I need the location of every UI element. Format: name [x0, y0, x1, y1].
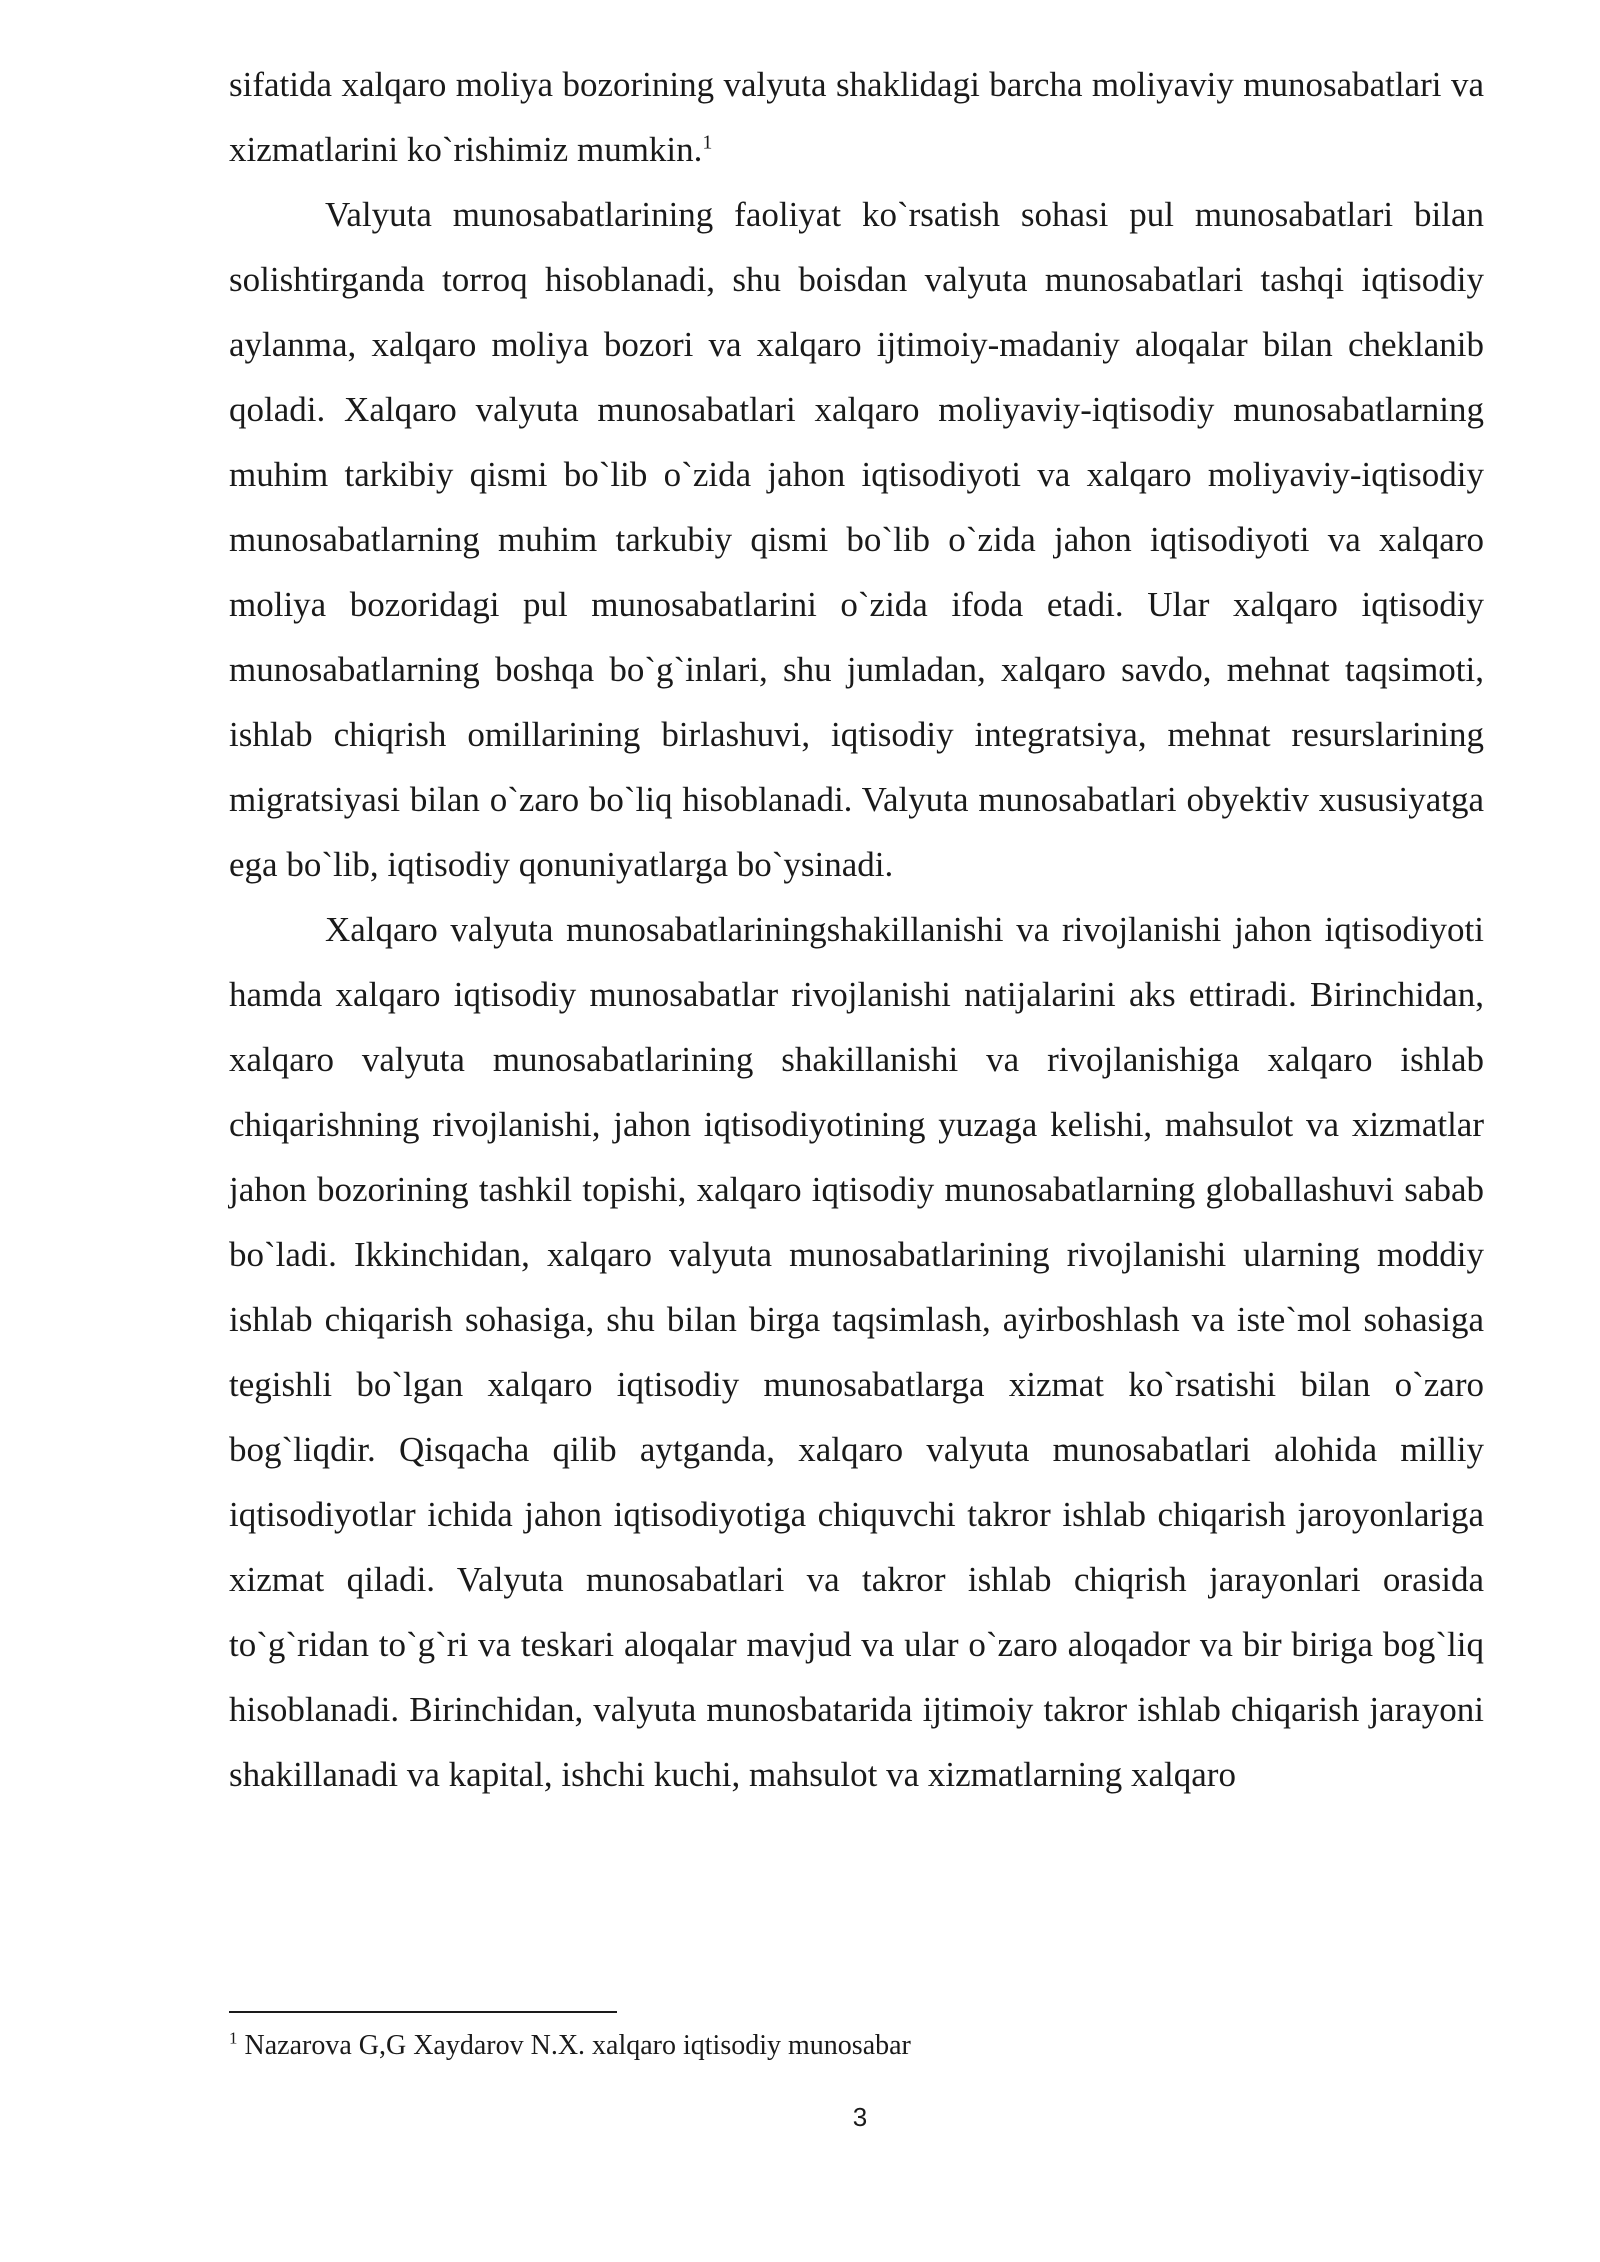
paragraph-1-text: sifatida xalqaro moliya bozorining valyuta shaklidagi barcha moliyaviy munosabatlari va xizmatlarini ko`rishimiz mumkin.: [229, 65, 1484, 169]
paragraph-3: Xalqaro valyuta munosabatlariningshakillanishi va rivojlanishi jahon iqtisodiyoti hamda xalqaro iqtisodiy munosabatlar rivojlanishi natijalarini aks ettiradi. Birinchidan, xalqaro valyuta munosabatlarining shakillanishi va rivojlanishiga xalqaro ishlab chiqarishning rivojlanishi, jahon iqtisodiyotining yuzaga kelishi, mahsulot va xizmatlar jahon bozorining tashkil topishi, xalqaro iqtisodiy munosabatlarning globallashuvi sabab bo`ladi. Ikkinchidan, xalqaro valyuta munosabatlarining rivojlanishi ularning moddiy ishlab chiqarish sohasiga, shu bilan birga taqsimlash, ayirboshlash va iste`mol sohasiga tegishli bo`lgan xalqaro iqtisodiy munosabatlarga xizmat ko`rsatishi bilan o`zaro bog`liqdir. Qisqacha qilib aytganda, xalqaro valyuta munosabatlari alohida milliy iqtisodiyotlar ichida jahon iqtisodiyotiga chiquvchi takror ishlab chiqarish jaroyonlariga xizmat qiladi. Valyuta munosabatlari va takror ishlab chiqrish jarayonlari orasida to`g`ridan to`g`ri va teskari aloqalar mavjud va ular o`zaro aloqador va bir biriga bog`liq hisoblanadi. Birinchidan, valyuta munosbatarida ijtimoiy takror ishlab chiqarish jarayoni shakillanadi va kapital, ishchi kuchi, mahsulot va xizmatlarning xalqaro: [229, 910, 1484, 1794]
paragraph-1: [229, 52, 1484, 182]
body-text: [229, 52, 1484, 1807]
page-number: 3: [852, 2102, 868, 2132]
footnote-separator: [229, 2011, 617, 2013]
paragraph-2: Valyuta munosabatlarining faoliyat ko`rsatish sohasi pul munosabatlari bilan solishtirganda torroq hisoblanadi, shu boisdan valyuta munosabatlari tashqi iqtisodiy aylanma, xalqaro moliya bozori va xalqaro ijtimoiy-madaniy aloqalar bilan cheklanib qoladi. Xalqaro valyuta munosabatlari xalqaro moliyaviy-iqtisodiy munosabatlarning muhim tarkibiy qismi bo`lib o`zida jahon iqtisodiyoti va xalqaro moliyaviy-iqtisodiy munosabatlarning muhim tarkubiy qismi bo`lib o`zida jahon iqtisodiyoti va xalqaro moliya bozoridagi pul munosabatlarini o`zida ifoda etadi. Ular xalqaro iqtisodiy munosabatlarning boshqa bo`g`inlari, shu jumladan, xalqaro savdo, mehnat taqsimoti, ishlab chiqrish omillarining birlashuvi, iqtisodiy integratsiya, mehnat resurslarining migratsiyasi bilan o`zaro bo`liq hisoblanadi. Valyuta munosabatlari obyektiv xususiyatga ega bo`lib, iqtisodiy qonuniyatlarga bo`ysinadi.: [229, 195, 1484, 884]
footnote-text: Nazarova G,G Xaydarov N.X. xalqaro iqtisodiy munosabar: [237, 2030, 911, 2061]
footnote-marker: 1: [229, 2028, 238, 2048]
footnote: [229, 2028, 1484, 2064]
footnote-reference: 1: [702, 131, 713, 154]
